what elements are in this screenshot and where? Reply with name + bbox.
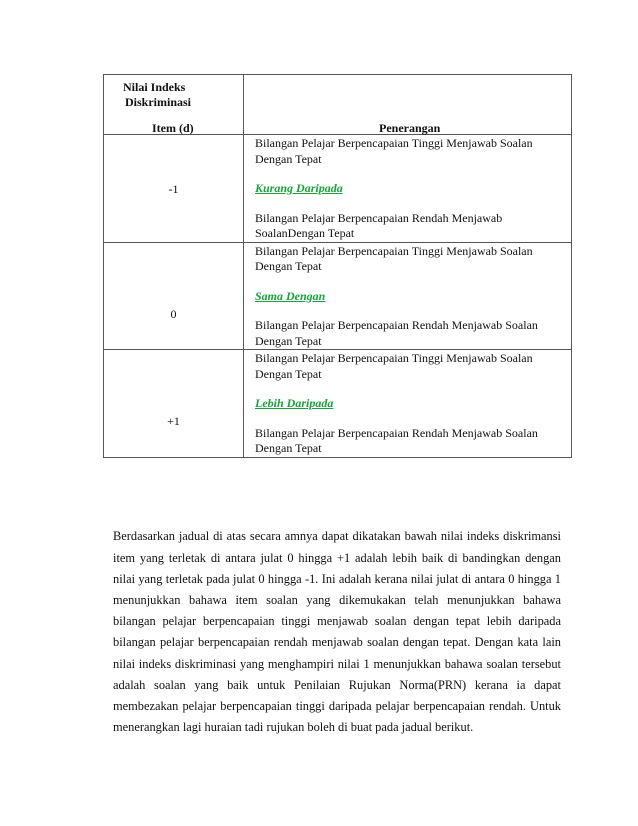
description-top-text: Bilangan Pelajar Berpencapaian Tinggi Menjawab Soalan Dengan Tepat: [255, 243, 533, 273]
relation-text: Lebih Daripada: [255, 396, 334, 410]
description-cell: [244, 242, 572, 350]
value-cell: [104, 350, 244, 458]
table-row: [104, 350, 572, 458]
description-top-text: Bilangan Pelajar Berpencapaian Tinggi Menjawab Soalan Dengan Tepat: [255, 351, 533, 381]
header-left-line3: Item (d): [152, 121, 194, 135]
table-row: [104, 242, 572, 350]
relation-text: Sama Dengan: [255, 288, 326, 303]
discrimination-index-table: [103, 74, 572, 458]
description-bottom-text: Bilangan Pelajar Berpencapaian Rendah Menjawab Soalan Dengan Tepat: [255, 425, 538, 455]
index-value: 0: [170, 306, 177, 321]
table-row: [104, 135, 572, 243]
relation-text: Kurang Daripada: [255, 181, 343, 195]
index-value: +1: [167, 414, 180, 428]
body-paragraph: Berdasarkan jadual di atas secara amnya dapat dikatakan bawah nilai indeks diskrimansi item yang terletak di antara julat 0 hingga +1 adalah lebih baik di bandingkan dengan nilai yang terletak pada julat 0 hingga -1. Ini adalah kerana nilai julat di antara 0 hingga 1 menunjukkan bahawa item soalan yang dikemukakan telah menunjukkan bahawa bilangan pelajar berpencapaian tinggi menjawab soalan dengan tepat lebih daripada bilangan pelajar berpencapaian rendah menjawab soalan dengan tepat. Dengan kata lain nilai indeks diskriminasi yang menghampiri nilai 1 menunjukkan bahawa soalan tersebut adalah soalan yang baik untuk Penilaian Rujukan Norma(PRN) kerana ia dapat membezakan pelajar berpencapaian tinggi daripada pelajar berpencapaian rendah. Untuk menerangkan lagi huraian tadi rujukan boleh di buat pada jadual berikut.: [113, 529, 561, 735]
header-left-line2: Diskriminasi: [125, 95, 192, 109]
description-cell: [244, 135, 572, 243]
header-left-line1: Nilai Indeks: [123, 80, 186, 94]
description-top-text: Bilangan Pelajar Berpencapaian Tinggi Menjawab Soalan Dengan Tepat: [255, 136, 533, 166]
description-bottom-text: Bilangan Pelajar Berpencapaian Rendah Menjawab Soalan Dengan Tepat: [255, 318, 538, 348]
table-header-row: [104, 75, 572, 135]
description-cell: [244, 350, 572, 458]
value-cell: [104, 242, 244, 350]
header-left-cell: [104, 75, 244, 135]
value-cell: [104, 135, 244, 243]
header-right-label: Penerangan: [379, 121, 441, 135]
description-bottom-text: Bilangan Pelajar Berpencapaian Rendah Menjawab SoalanDengan Tepat: [255, 210, 503, 240]
header-right-cell: [244, 75, 572, 135]
index-value: -1: [168, 182, 179, 196]
